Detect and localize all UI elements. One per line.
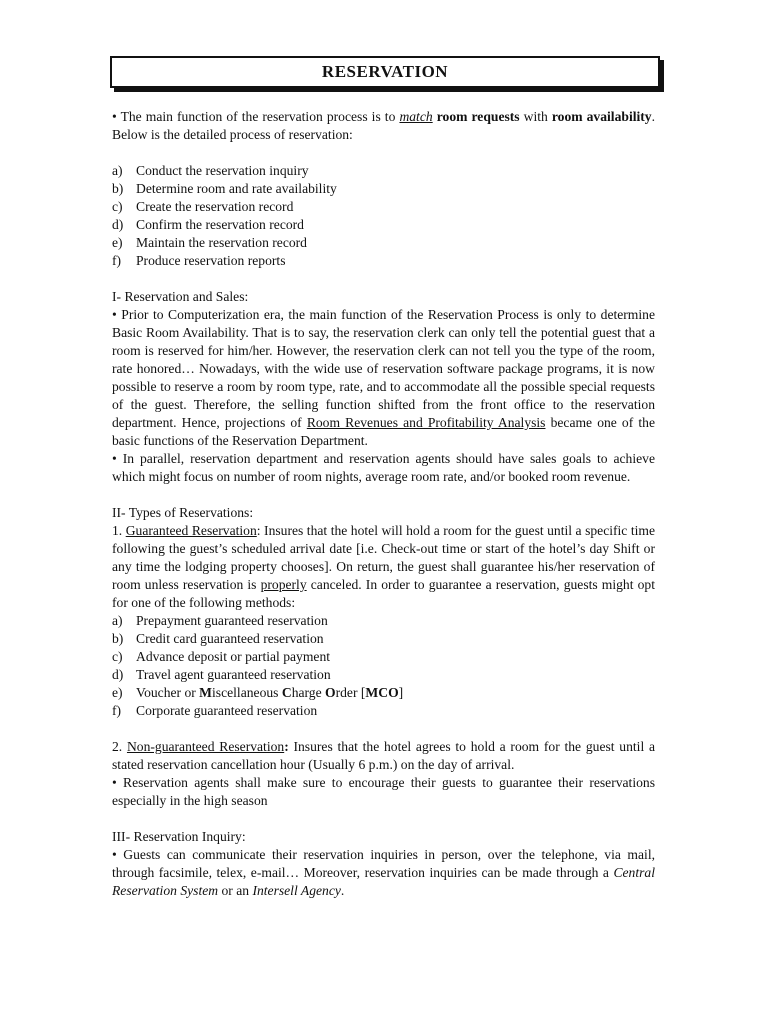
- section-heading-types: II- Types of Reservations:: [112, 505, 254, 520]
- section-heading-sales: I- Reservation and Sales:: [112, 289, 249, 304]
- list-item: a) Prepayment guaranteed reservation: [112, 613, 328, 628]
- room-requests-term: room requests: [436, 109, 520, 124]
- non-guaranteed-bullet: • Reservation agents shall make sure to encourage their guests to guarantee their reservations especially in the high season: [112, 775, 655, 808]
- room-availability-term: room availability: [551, 109, 652, 124]
- title-box: [110, 56, 660, 88]
- list-item: f) Produce reservation reports: [112, 253, 286, 268]
- guarantee-methods-list: [112, 612, 655, 720]
- guaranteed-term: Guaranteed Reservation: [125, 523, 257, 538]
- list-item: e) Maintain the reservation record: [112, 235, 307, 250]
- guaranteed-paragraph: 1. Guaranteed Reservation: Insures that the hotel will hold a room for the guest until a specific time following the guest’s scheduled arrival date [i.e. Check-out time or start of the hotel’s day Shift or any time the lodging property chooses]. On return, the guest shall guarantee his/her reservation of room unless reservation is properly canceled. In order to guarantee a reservation, guests might opt for one of the following methods:: [112, 523, 655, 610]
- list-item: a) Conduct the reservation inquiry: [112, 163, 309, 178]
- intro-paragraph: • The main function of the reservation process is to match room requests with room availability. Below is the detailed process of reservation:: [112, 109, 655, 142]
- crs-term: Central Reservation System: [112, 865, 655, 898]
- intersell-agency-term: Intersell Agency: [252, 883, 341, 898]
- sales-paragraph-2: • In parallel, reservation department and reservation agents should have sales goals to achieve which might focus on number of room nights, average room rate, and/or booked room revenue.: [112, 451, 655, 484]
- non-guaranteed-paragraph: 2. Non-guaranteed Reservation: Insures that the hotel agrees to hold a room for the guest until a stated reservation cancellation hour (Usually 6 p.m.) on the day of arrival.: [112, 739, 656, 772]
- list-item: e) Voucher or Miscellaneous Charge Order [MCO]: [112, 685, 404, 700]
- section-heading-inquiry: III- Reservation Inquiry:: [112, 829, 246, 844]
- non-guaranteed-term: Non-guaranteed Reservation: [126, 739, 285, 754]
- list-item: b) Determine room and rate availability: [112, 181, 337, 196]
- document-body: [112, 108, 655, 900]
- list-item: d) Confirm the reservation record: [112, 217, 304, 232]
- match-term: match: [399, 109, 433, 124]
- list-item: c) Create the reservation record: [112, 199, 294, 214]
- sales-paragraph-1: • Prior to Computerization era, the main function of the Reservation Process is only to determine Basic Room Availability. That is to say, the reservation clerk can only tell the potential guest that a room is reserved for him/her. However, the reservation clerk can not tell you the type of the room, rate honored… Nowadays, with the wide use of reservation software package programs, it is now possible to reserve a room by room type, rate, and to accommodate all the possible special requests of the guest. Therefore, the selling function shifted from the front office to the reservation department. Hence, projections of Room Revenues and Profitability Analysis became one of the basic functions of the Reservation Department.: [112, 307, 655, 448]
- room-revenues-term: Room Revenues and Profitability Analysis: [306, 415, 546, 430]
- page-title: RESERVATION: [321, 62, 449, 81]
- bullet: •: [112, 109, 117, 124]
- list-item: f) Corporate guaranteed reservation: [112, 703, 318, 718]
- process-list: [112, 162, 655, 270]
- inquiry-paragraph: • Guests can communicate their reservation inquiries in person, over the telephone, via mail, through facsimile, telex, e-mail… Moreover, reservation inquiries can be made through a Central Reservation System or an Intersell Agency.: [112, 847, 655, 898]
- properly-term: properly: [260, 577, 307, 592]
- list-item: c) Advance deposit or partial payment: [112, 649, 331, 664]
- list-item: d) Travel agent guaranteed reservation: [112, 667, 331, 682]
- list-item: b) Credit card guaranteed reservation: [112, 631, 324, 646]
